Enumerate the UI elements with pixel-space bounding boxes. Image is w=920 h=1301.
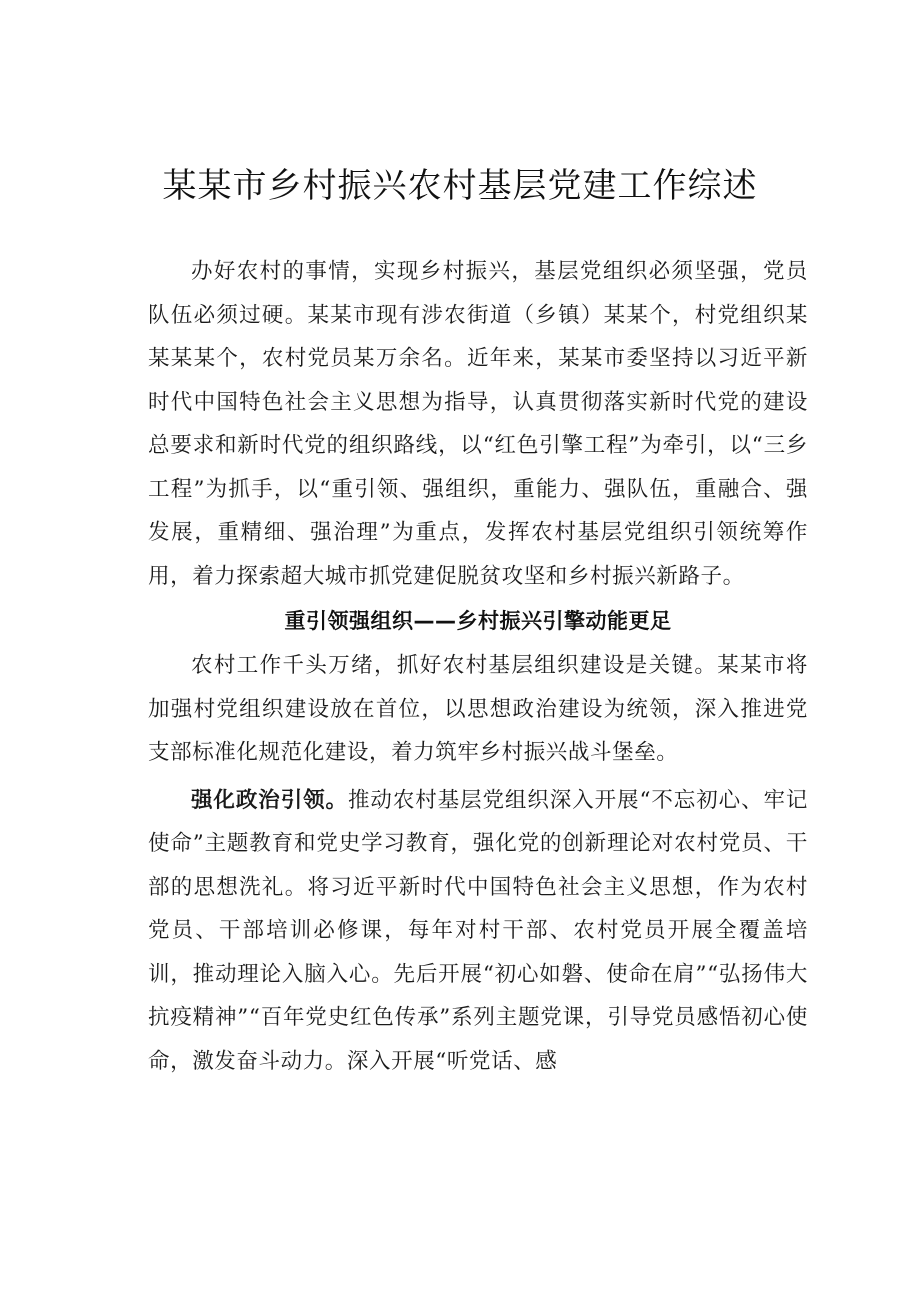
document-title: 某某市乡村振兴农村基层党建工作综述 — [162, 166, 758, 206]
document-body — [148, 250, 808, 1083]
subsection-text: 推动农村基层党组织深入开展“不忘初心、牢记使命”主题教育和党史学习教育，强化党的创新理论对农村党员、干部的思想洗礼。将习近平新时代中国特色社会主义思想，作为农村党员、干部培训必修课，每年对村干部、农村党员开展全覆盖培训，推动理论入脑入心。先后开展“初心如磐、使命在肩”“弘扬伟大抗疫精神”“百年党史红色传承”系列主题党课，引导党员感悟初心使命，激发奋斗动力。深入开展“听党话、感 — [148, 787, 809, 1074]
subsection-paragraph — [148, 779, 808, 1084]
subsection-lead: 强化政治引领。 — [191, 787, 348, 813]
intro-paragraph: 办好农村的事情，实现乡村振兴，基层党组织必须坚强，党员队伍必须过硬。某某市现有涉农街道（乡镇）某某个，村党组织某某某某个，农村党员某万余名。近年来，某某市委坚持以习近平新时代中国特色社会主义思想为指导，认真贯彻落实新时代党的建设总要求和新时代党的组织路线，以“红色引擎工程”为牵引，以“三乡工程”为抓手，以“重引领、强组织，重能力、强队伍，重融合、强发展，重精细、强治理”为重点，发挥农村基层党组织引领统筹作用，着力探索超大城市抓党建促脱贫攻坚和乡村振兴新路子。 — [148, 259, 808, 589]
section-heading: 重引领强组织——乡村振兴引擎动能更足 — [284, 609, 672, 633]
section-paragraph: 农村工作千头万绪，抓好农村基层组织建设是关键。某某市将加强村党组织建设放在首位，以思想政治建设为统领，深入推进党支部标准化规范化建设，着力筑牢乡村振兴战斗堡垒。 — [148, 653, 808, 765]
